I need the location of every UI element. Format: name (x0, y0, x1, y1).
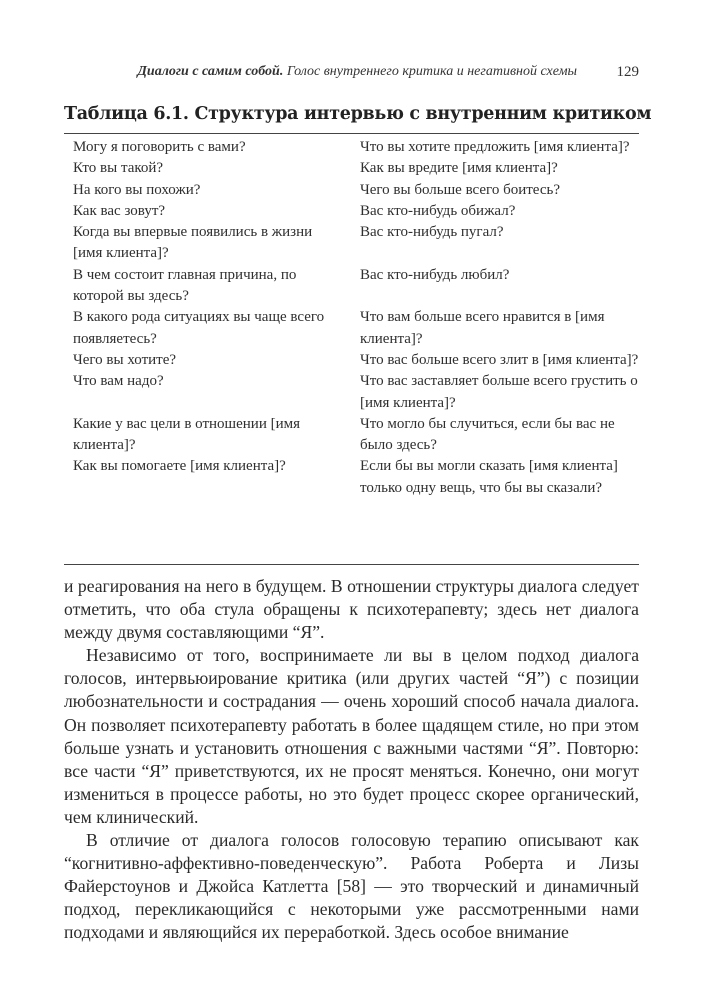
running-head-chapter-title: Голос внутреннего критика и негативной схемы (283, 64, 577, 79)
table-cell-right: Если бы вы могли сказать [имя клиента] только одну вещь, что бы вы сказали? (360, 458, 618, 496)
table-cell-right: Что могло бы случиться, если бы вас не было здесь? (360, 415, 615, 454)
running-head (64, 64, 639, 84)
table-cell-right: Вас кто-нибудь пугал? (360, 224, 504, 241)
table-cell-left: Как вы помогаете [имя клиента]? (73, 458, 286, 475)
table-cell-right: Вас кто-нибудь обижал? (360, 202, 516, 219)
running-head-book-title: Диалоги с самим собой. (137, 64, 284, 79)
table-row (64, 265, 639, 308)
body-paragraph: и реагирования на него в будущем. В отношении структуры диалога следует отметить, что оба стула обращены к психотерапевту; здесь нет диалога между двумя составляющими “Я”. (64, 576, 639, 643)
table-cell-left: В какого рода ситуациях вы чаще всего появляетесь? (73, 309, 325, 347)
table-top-rule (64, 133, 639, 134)
table-row (64, 456, 639, 499)
table-cell-right: Что вас больше всего злит в [имя клиента]? (360, 351, 639, 368)
table-row (64, 350, 639, 371)
table-row (64, 180, 639, 201)
question-table (64, 137, 639, 499)
table-cell-right: Вас кто-нибудь любил? (360, 266, 510, 283)
running-head-text (137, 64, 577, 80)
table-cell-left: В чем состоит главная причина, по которой вы здесь? (73, 266, 297, 305)
table-cell-left: На кого вы похожи? (73, 181, 201, 198)
table-title: Таблица 6.1. Структура интервью с внутренним критиком (64, 104, 652, 124)
table-cell-left: Что вам надо? (73, 373, 164, 390)
table-cell-left: Как вас зовут? (73, 202, 166, 219)
body-paragraph: В отличие от диалога голосов голосовую терапию описывают как “когнитивно-аффективно-поведенческую”. Работа Роберта и Лизы Файерстоунов и Джойса Катлетта [58] — это творческий и динамичный подход, перекликающийся с некоторыми уже рассмотренными нами подходами и являющийся их переработкой. Здесь особое внимание (64, 830, 639, 943)
table-row (64, 158, 639, 179)
table-cell-left: Могу я поговорить с вами? (73, 139, 246, 155)
table-cell-right: Как вы вредите [имя клиента]? (360, 160, 558, 177)
table-cell-left: Чего вы хотите? (73, 351, 177, 368)
page-number: 129 (616, 64, 639, 80)
body-paragraph: Независимо от того, воспринимаете ли вы в целом подход диалога голосов, интервьюирование критика (или других частей “Я”) с позиции любознательности и сострадания — очень хороший способ начала диалога. Он позволяет психотерапевту работать в более щадящем стиле, но при этом больше узнать и установить отношения с важными частями “Я”. Повторю: все части “Я” приветствуются, их не просят меняться. Конечно, они могут измениться в процессе работы, но это будет процесс скорее органический, чем клинический. (64, 645, 639, 827)
table-row (64, 307, 639, 350)
table-cell-right: Что вас заставляет больше всего грустить о [имя клиента]? (360, 373, 638, 411)
table-row (64, 371, 639, 414)
table-cell-left: Когда вы впервые появились в жизни [имя клиента]? (73, 224, 313, 262)
table-cell-left: Какие у вас цели в отношении [имя клиента]? (73, 415, 301, 454)
table-row (64, 201, 639, 222)
table-cell-right: Что вы хотите предложить [имя клиента]? (360, 139, 630, 155)
table-row (64, 414, 639, 457)
body-text (64, 575, 639, 945)
table-cell-left: Кто вы такой? (73, 160, 164, 177)
table-row (64, 222, 639, 265)
table-cell-right: Что вам больше всего нравится в [имя клиента]? (360, 309, 605, 347)
table-row (64, 137, 639, 158)
table-bottom-rule (64, 564, 639, 565)
table-cell-right: Чего вы больше всего боитесь? (360, 181, 560, 198)
